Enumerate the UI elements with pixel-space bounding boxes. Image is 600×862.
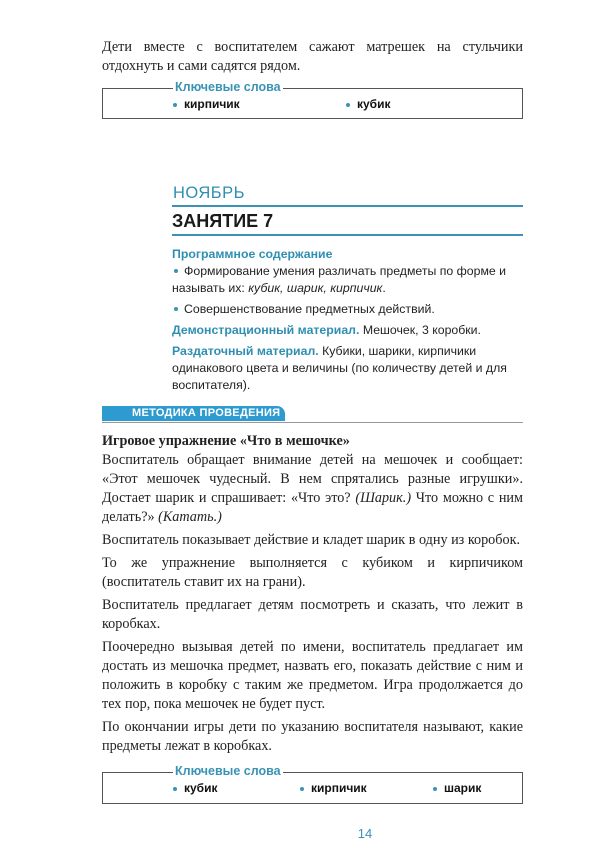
handout-material: Раздаточный материал. Кубики, шарики, кирпичики одинакового цвета и величины (по количеству детей и для воспитателя). (172, 344, 507, 392)
intro-paragraph: Дети вместе с воспитателем сажают матрешек на стульчики отдохнуть и сами садятся рядом. (102, 39, 523, 74)
lesson-title: ЗАНЯТИЕ 7 (172, 211, 274, 231)
keyword-item: кирпичик (300, 781, 367, 796)
demo-material: Демонстрационный материал. Мешочек, 3 коробки. (172, 323, 481, 337)
program-bullet: Формирование умения различать предметы по форме и называть их: кубик, шарик, кирпичик. (172, 264, 507, 295)
keywords-box-top (102, 80, 523, 119)
lesson-block (172, 183, 523, 394)
page-number: 14 (357, 826, 373, 841)
exercise-title: Игровое упражнение «Что в мешочке» (102, 433, 350, 449)
method-banner-row (102, 406, 523, 423)
bullet-icon (346, 103, 350, 107)
paragraph: Поочередно вызывая детей по имени, воспитатель предлагает им достать из мешочка предмет, назвать его, показать действие с ним и положить в коробку с таким же предметом. Игра продолжается до тех пор, пока мешочек не будет пуст. (102, 639, 523, 712)
bullet-icon (300, 787, 304, 791)
month-heading: НОЯБРЬ (173, 184, 245, 202)
exercise-section (102, 432, 523, 756)
paragraph: По окончании игры дети по указанию воспитателя называют, какие предметы лежат в коробках. (102, 719, 523, 754)
keywords-title: Ключевые слова (175, 764, 281, 778)
divider (102, 772, 523, 773)
divider (102, 88, 523, 89)
paragraph: То же упражнение выполняется с кубиком и кирпичиком (воспитатель ставит их на грани). (102, 555, 523, 590)
program-bullet: Совершенствование предметных действий. (172, 301, 523, 318)
method-banner: МЕТОДИКА ПРОВЕДЕНИЯ (102, 406, 285, 421)
keyword-item: кирпичик (173, 97, 240, 112)
paragraph: Воспитатель обращает внимание детей на мешочек и сообщает: «Этот мешочек чудесный. В нем спрятались разные игрушки». Достает шарик и спрашивает: «Что это? (Шарик.) Что можно с ним делать?» (Катать.) (102, 452, 523, 525)
program-heading: Программное содержание (172, 247, 333, 261)
paragraph: Воспитатель показывает действие и кладет шарик в одну из коробок. (102, 532, 521, 548)
divider (172, 205, 523, 207)
keyword-item: кубик (173, 781, 217, 796)
bullet-icon (174, 269, 178, 273)
bullet-icon (174, 307, 178, 311)
keywords-title: Ключевые слова (175, 80, 281, 94)
bullet-icon (173, 787, 177, 791)
divider (172, 234, 523, 236)
keyword-item: кубик (346, 97, 390, 112)
keywords-box-bottom (102, 764, 523, 804)
bullet-icon (433, 787, 437, 791)
bullet-icon (173, 103, 177, 107)
paragraph: Воспитатель предлагает детям посмотреть и сказать, что лежит в коробках. (102, 597, 523, 632)
lesson-info (172, 246, 523, 394)
keyword-item: шарик (433, 781, 481, 796)
